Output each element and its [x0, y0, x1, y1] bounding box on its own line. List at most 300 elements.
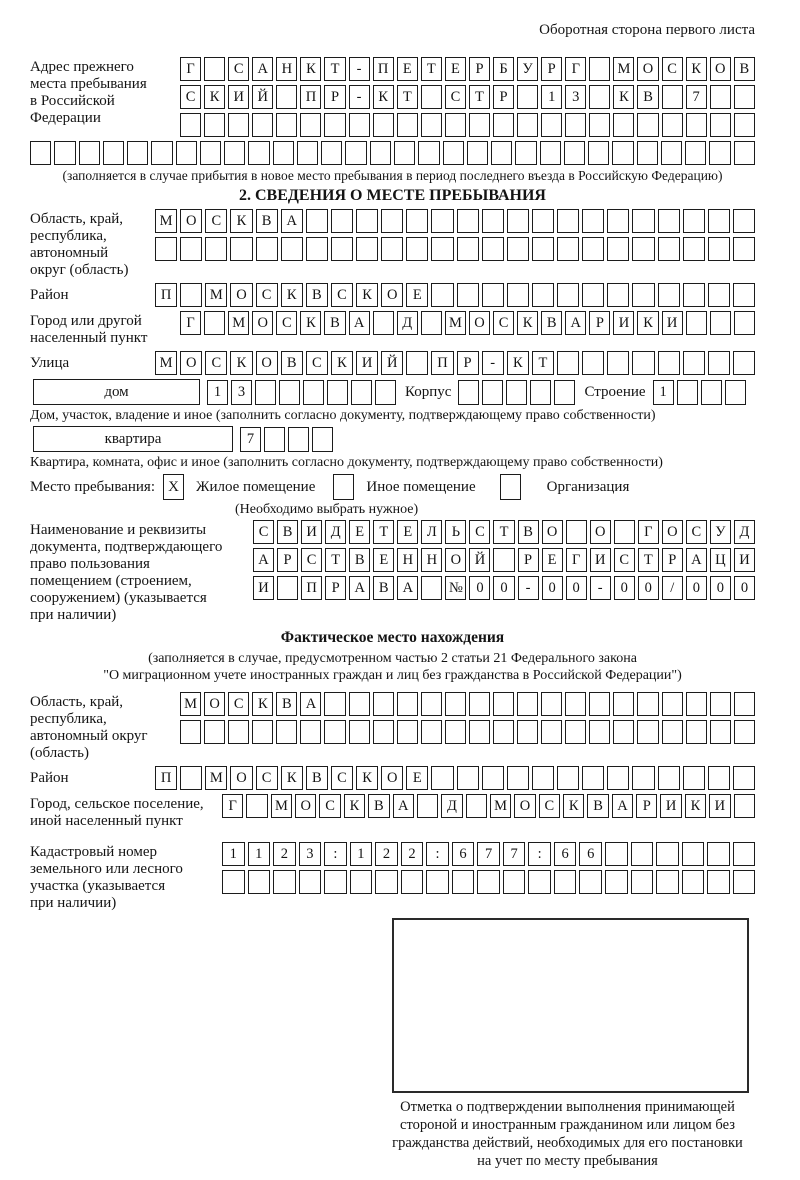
- char-cell[interactable]: 0: [686, 576, 707, 600]
- char-cell[interactable]: С: [493, 311, 514, 335]
- char-cell[interactable]: Е: [397, 57, 418, 81]
- char-cell[interactable]: О: [180, 209, 202, 233]
- char-cell[interactable]: Т: [493, 520, 514, 544]
- char-cell[interactable]: [279, 380, 300, 405]
- char-cell[interactable]: 1: [248, 842, 271, 866]
- char-cell[interactable]: С: [180, 85, 201, 109]
- char-cell[interactable]: С: [331, 283, 353, 307]
- char-cell[interactable]: [356, 237, 378, 261]
- char-cell[interactable]: [54, 141, 75, 165]
- char-cell[interactable]: [565, 692, 586, 716]
- char-cell[interactable]: [540, 141, 561, 165]
- char-cell[interactable]: [277, 576, 298, 600]
- char-cell[interactable]: [288, 427, 309, 452]
- char-cell[interactable]: К: [356, 766, 378, 790]
- char-cell[interactable]: [632, 351, 654, 375]
- char-cell[interactable]: Р: [325, 576, 346, 600]
- char-cell[interactable]: А: [565, 311, 586, 335]
- char-cell[interactable]: Г: [638, 520, 659, 544]
- char-cell[interactable]: [373, 113, 394, 137]
- char-cell[interactable]: С: [205, 209, 227, 233]
- char-cell[interactable]: [180, 237, 202, 261]
- char-cell[interactable]: М: [271, 794, 292, 818]
- char-cell[interactable]: [733, 870, 756, 894]
- char-cell[interactable]: Г: [180, 311, 201, 335]
- char-cell[interactable]: [204, 57, 225, 81]
- char-cell[interactable]: [682, 870, 705, 894]
- char-cell[interactable]: [631, 842, 654, 866]
- char-cell[interactable]: [507, 283, 529, 307]
- char-cell[interactable]: [406, 351, 428, 375]
- char-cell[interactable]: [273, 141, 294, 165]
- char-cell[interactable]: М: [155, 209, 177, 233]
- char-cell[interactable]: [582, 209, 604, 233]
- char-cell[interactable]: [331, 209, 353, 233]
- char-cell[interactable]: [246, 794, 267, 818]
- char-cell[interactable]: [677, 380, 698, 405]
- char-cell[interactable]: -: [590, 576, 611, 600]
- char-cell[interactable]: [222, 870, 245, 894]
- char-cell[interactable]: В: [637, 85, 658, 109]
- char-cell[interactable]: [482, 237, 504, 261]
- char-cell[interactable]: И: [660, 794, 681, 818]
- char-cell[interactable]: В: [734, 57, 755, 81]
- char-cell[interactable]: [127, 141, 148, 165]
- char-cell[interactable]: [255, 380, 276, 405]
- char-cell[interactable]: 1: [541, 85, 562, 109]
- char-cell[interactable]: [613, 692, 634, 716]
- char-cell[interactable]: [588, 141, 609, 165]
- char-cell[interactable]: [276, 113, 297, 137]
- char-cell[interactable]: [733, 283, 755, 307]
- char-cell[interactable]: [375, 870, 398, 894]
- char-cell[interactable]: [734, 692, 755, 716]
- char-cell[interactable]: Г: [222, 794, 243, 818]
- char-cell[interactable]: [477, 870, 500, 894]
- char-cell[interactable]: [324, 113, 345, 137]
- char-cell[interactable]: [589, 720, 610, 744]
- char-cell[interactable]: К: [300, 57, 321, 81]
- char-cell[interactable]: 3: [231, 380, 252, 405]
- char-cell[interactable]: [180, 766, 202, 790]
- char-cell[interactable]: [637, 141, 658, 165]
- char-cell[interactable]: О: [252, 311, 273, 335]
- char-cell[interactable]: [331, 237, 353, 261]
- char-cell[interactable]: А: [612, 794, 633, 818]
- char-cell[interactable]: [406, 209, 428, 233]
- char-cell[interactable]: С: [256, 766, 278, 790]
- char-cell[interactable]: Д: [734, 520, 755, 544]
- char-cell[interactable]: П: [431, 351, 453, 375]
- char-cell[interactable]: -: [349, 85, 370, 109]
- char-cell[interactable]: [324, 692, 345, 716]
- char-cell[interactable]: С: [331, 766, 353, 790]
- char-cell[interactable]: [350, 870, 373, 894]
- char-cell[interactable]: [421, 85, 442, 109]
- char-cell[interactable]: [507, 766, 529, 790]
- char-cell[interactable]: [345, 141, 366, 165]
- char-cell[interactable]: А: [686, 548, 707, 572]
- char-cell[interactable]: [276, 85, 297, 109]
- char-cell[interactable]: [300, 720, 321, 744]
- char-cell[interactable]: [467, 141, 488, 165]
- char-cell[interactable]: Е: [406, 766, 428, 790]
- char-cell[interactable]: 0: [469, 576, 490, 600]
- char-cell[interactable]: [710, 720, 731, 744]
- char-cell[interactable]: №: [445, 576, 466, 600]
- char-cell[interactable]: Е: [373, 548, 394, 572]
- char-cell[interactable]: С: [445, 85, 466, 109]
- char-cell[interactable]: А: [281, 209, 303, 233]
- char-cell[interactable]: [324, 720, 345, 744]
- char-cell[interactable]: [682, 842, 705, 866]
- char-cell[interactable]: [248, 870, 271, 894]
- char-cell[interactable]: С: [301, 548, 322, 572]
- char-cell[interactable]: [517, 720, 538, 744]
- char-cell[interactable]: [557, 209, 579, 233]
- char-cell[interactable]: Т: [469, 85, 490, 109]
- char-cell[interactable]: [394, 141, 415, 165]
- char-cell[interactable]: [443, 141, 464, 165]
- char-cell[interactable]: [710, 311, 731, 335]
- char-cell[interactable]: [554, 380, 575, 405]
- char-cell[interactable]: [631, 870, 654, 894]
- char-cell[interactable]: О: [295, 794, 316, 818]
- char-cell[interactable]: 1: [207, 380, 228, 405]
- char-cell[interactable]: Ь: [445, 520, 466, 544]
- char-cell[interactable]: [457, 209, 479, 233]
- char-cell[interactable]: [734, 794, 755, 818]
- other-premises-checkbox[interactable]: [333, 474, 354, 500]
- char-cell[interactable]: С: [228, 692, 249, 716]
- char-cell[interactable]: [445, 113, 466, 137]
- char-cell[interactable]: С: [614, 548, 635, 572]
- char-cell[interactable]: [493, 548, 514, 572]
- char-cell[interactable]: [607, 209, 629, 233]
- char-cell[interactable]: Р: [589, 311, 610, 335]
- char-cell[interactable]: Н: [421, 548, 442, 572]
- char-cell[interactable]: К: [356, 283, 378, 307]
- char-cell[interactable]: [557, 766, 579, 790]
- char-cell[interactable]: [228, 113, 249, 137]
- char-cell[interactable]: [532, 283, 554, 307]
- char-cell[interactable]: [312, 427, 333, 452]
- char-cell[interactable]: [532, 766, 554, 790]
- char-cell[interactable]: [733, 237, 755, 261]
- char-cell[interactable]: [605, 842, 628, 866]
- char-cell[interactable]: [155, 237, 177, 261]
- char-cell[interactable]: [506, 380, 527, 405]
- char-cell[interactable]: 0: [734, 576, 755, 600]
- char-cell[interactable]: [180, 113, 201, 137]
- char-cell[interactable]: [589, 692, 610, 716]
- char-cell[interactable]: Л: [421, 520, 442, 544]
- char-cell[interactable]: [613, 113, 634, 137]
- char-cell[interactable]: С: [256, 283, 278, 307]
- char-cell[interactable]: [565, 720, 586, 744]
- residential-checkbox[interactable]: X: [163, 474, 184, 500]
- char-cell[interactable]: [637, 720, 658, 744]
- char-cell[interactable]: [452, 870, 475, 894]
- char-cell[interactable]: М: [228, 311, 249, 335]
- char-cell[interactable]: 6: [452, 842, 475, 866]
- char-cell[interactable]: М: [613, 57, 634, 81]
- char-cell[interactable]: С: [662, 57, 683, 81]
- char-cell[interactable]: Р: [469, 57, 490, 81]
- char-cell[interactable]: [306, 209, 328, 233]
- char-cell[interactable]: 0: [493, 576, 514, 600]
- char-cell[interactable]: [701, 380, 722, 405]
- char-cell[interactable]: [589, 57, 610, 81]
- char-cell[interactable]: В: [373, 576, 394, 600]
- char-cell[interactable]: [686, 113, 707, 137]
- char-cell[interactable]: [297, 141, 318, 165]
- char-cell[interactable]: В: [324, 311, 345, 335]
- char-cell[interactable]: О: [381, 766, 403, 790]
- char-cell[interactable]: [426, 870, 449, 894]
- char-cell[interactable]: Р: [457, 351, 479, 375]
- char-cell[interactable]: А: [253, 548, 274, 572]
- char-cell[interactable]: /: [662, 576, 683, 600]
- char-cell[interactable]: В: [277, 520, 298, 544]
- char-cell[interactable]: С: [319, 794, 340, 818]
- char-cell[interactable]: 3: [565, 85, 586, 109]
- char-cell[interactable]: [482, 380, 503, 405]
- char-cell[interactable]: И: [734, 548, 755, 572]
- char-cell[interactable]: [708, 766, 730, 790]
- char-cell[interactable]: Т: [532, 351, 554, 375]
- char-cell[interactable]: [180, 720, 201, 744]
- char-cell[interactable]: [710, 85, 731, 109]
- char-cell[interactable]: Е: [542, 548, 563, 572]
- char-cell[interactable]: [306, 237, 328, 261]
- char-cell[interactable]: П: [300, 85, 321, 109]
- char-cell[interactable]: К: [230, 209, 252, 233]
- char-cell[interactable]: 6: [554, 842, 577, 866]
- char-cell[interactable]: [349, 720, 370, 744]
- char-cell[interactable]: [466, 794, 487, 818]
- char-cell[interactable]: Т: [373, 520, 394, 544]
- char-cell[interactable]: 1: [222, 842, 245, 866]
- char-cell[interactable]: [273, 870, 296, 894]
- char-cell[interactable]: Д: [325, 520, 346, 544]
- char-cell[interactable]: А: [349, 576, 370, 600]
- char-cell[interactable]: [491, 141, 512, 165]
- char-cell[interactable]: [686, 720, 707, 744]
- char-cell[interactable]: К: [563, 794, 584, 818]
- char-cell[interactable]: В: [306, 766, 328, 790]
- char-cell[interactable]: [431, 209, 453, 233]
- char-cell[interactable]: [637, 692, 658, 716]
- char-cell[interactable]: [541, 720, 562, 744]
- char-cell[interactable]: П: [301, 576, 322, 600]
- char-cell[interactable]: И: [613, 311, 634, 335]
- char-cell[interactable]: [397, 720, 418, 744]
- char-cell[interactable]: К: [252, 692, 273, 716]
- char-cell[interactable]: А: [349, 311, 370, 335]
- char-cell[interactable]: К: [204, 85, 225, 109]
- char-cell[interactable]: У: [710, 520, 731, 544]
- char-cell[interactable]: [683, 351, 705, 375]
- char-cell[interactable]: [431, 237, 453, 261]
- char-cell[interactable]: [493, 720, 514, 744]
- char-cell[interactable]: Г: [566, 548, 587, 572]
- char-cell[interactable]: [373, 311, 394, 335]
- char-cell[interactable]: [707, 842, 730, 866]
- char-cell[interactable]: [662, 692, 683, 716]
- char-cell[interactable]: А: [300, 692, 321, 716]
- char-cell[interactable]: 0: [710, 576, 731, 600]
- char-cell[interactable]: И: [356, 351, 378, 375]
- char-cell[interactable]: А: [393, 794, 414, 818]
- char-cell[interactable]: К: [300, 311, 321, 335]
- char-cell[interactable]: Р: [662, 548, 683, 572]
- char-cell[interactable]: Е: [349, 520, 370, 544]
- char-cell[interactable]: 7: [240, 427, 261, 452]
- char-cell[interactable]: [734, 113, 755, 137]
- char-cell[interactable]: [421, 113, 442, 137]
- char-cell[interactable]: [204, 113, 225, 137]
- char-cell[interactable]: [503, 870, 526, 894]
- char-cell[interactable]: В: [281, 351, 303, 375]
- char-cell[interactable]: В: [518, 520, 539, 544]
- char-cell[interactable]: О: [514, 794, 535, 818]
- char-cell[interactable]: [541, 692, 562, 716]
- char-cell[interactable]: С: [253, 520, 274, 544]
- char-cell[interactable]: [373, 692, 394, 716]
- char-cell[interactable]: О: [710, 57, 731, 81]
- char-cell[interactable]: [656, 870, 679, 894]
- char-cell[interactable]: [725, 380, 746, 405]
- char-cell[interactable]: [418, 141, 439, 165]
- char-cell[interactable]: С: [469, 520, 490, 544]
- char-cell[interactable]: [373, 720, 394, 744]
- char-cell[interactable]: [662, 113, 683, 137]
- char-cell[interactable]: [564, 141, 585, 165]
- char-cell[interactable]: [708, 209, 730, 233]
- char-cell[interactable]: [733, 766, 755, 790]
- char-cell[interactable]: К: [507, 351, 529, 375]
- char-cell[interactable]: А: [252, 57, 273, 81]
- char-cell[interactable]: В: [587, 794, 608, 818]
- char-cell[interactable]: [589, 85, 610, 109]
- char-cell[interactable]: П: [155, 283, 177, 307]
- char-cell[interactable]: Й: [381, 351, 403, 375]
- char-cell[interactable]: Т: [638, 548, 659, 572]
- char-cell[interactable]: [579, 870, 602, 894]
- char-cell[interactable]: [658, 766, 680, 790]
- char-cell[interactable]: 7: [477, 842, 500, 866]
- char-cell[interactable]: Б: [493, 57, 514, 81]
- char-cell[interactable]: [632, 209, 654, 233]
- char-cell[interactable]: [734, 720, 755, 744]
- char-cell[interactable]: О: [590, 520, 611, 544]
- char-cell[interactable]: [614, 520, 635, 544]
- char-cell[interactable]: [507, 237, 529, 261]
- char-cell[interactable]: С: [276, 311, 297, 335]
- char-cell[interactable]: [264, 427, 285, 452]
- char-cell[interactable]: [515, 141, 536, 165]
- char-cell[interactable]: О: [381, 283, 403, 307]
- char-cell[interactable]: [200, 141, 221, 165]
- char-cell[interactable]: [557, 237, 579, 261]
- char-cell[interactable]: С: [539, 794, 560, 818]
- char-cell[interactable]: [151, 141, 172, 165]
- char-cell[interactable]: [683, 237, 705, 261]
- char-cell[interactable]: 7: [503, 842, 526, 866]
- char-cell[interactable]: И: [709, 794, 730, 818]
- char-cell[interactable]: [613, 720, 634, 744]
- char-cell[interactable]: Р: [324, 85, 345, 109]
- char-cell[interactable]: Ц: [710, 548, 731, 572]
- char-cell[interactable]: П: [373, 57, 394, 81]
- char-cell[interactable]: Г: [180, 57, 201, 81]
- char-cell[interactable]: В: [368, 794, 389, 818]
- char-cell[interactable]: [349, 113, 370, 137]
- char-cell[interactable]: В: [256, 209, 278, 233]
- char-cell[interactable]: [565, 113, 586, 137]
- char-cell[interactable]: [79, 141, 100, 165]
- char-cell[interactable]: [658, 237, 680, 261]
- char-cell[interactable]: И: [228, 85, 249, 109]
- char-cell[interactable]: [381, 209, 403, 233]
- char-cell[interactable]: [469, 720, 490, 744]
- char-cell[interactable]: [683, 283, 705, 307]
- char-cell[interactable]: [351, 380, 372, 405]
- char-cell[interactable]: К: [281, 766, 303, 790]
- char-cell[interactable]: [733, 351, 755, 375]
- char-cell[interactable]: [582, 283, 604, 307]
- char-cell[interactable]: [605, 870, 628, 894]
- char-cell[interactable]: [632, 237, 654, 261]
- char-cell[interactable]: [683, 209, 705, 233]
- char-cell[interactable]: [421, 311, 442, 335]
- char-cell[interactable]: :: [426, 842, 449, 866]
- char-cell[interactable]: Т: [325, 548, 346, 572]
- char-cell[interactable]: [708, 283, 730, 307]
- char-cell[interactable]: [421, 720, 442, 744]
- char-cell[interactable]: О: [662, 520, 683, 544]
- char-cell[interactable]: [458, 380, 479, 405]
- char-cell[interactable]: [230, 237, 252, 261]
- char-cell[interactable]: О: [445, 548, 466, 572]
- char-cell[interactable]: [582, 237, 604, 261]
- char-cell[interactable]: [734, 311, 755, 335]
- char-cell[interactable]: [375, 380, 396, 405]
- char-cell[interactable]: [431, 766, 453, 790]
- char-cell[interactable]: Н: [397, 548, 418, 572]
- char-cell[interactable]: Т: [324, 57, 345, 81]
- char-cell[interactable]: [445, 720, 466, 744]
- char-cell[interactable]: Е: [406, 283, 428, 307]
- char-cell[interactable]: [204, 720, 225, 744]
- char-cell[interactable]: [686, 692, 707, 716]
- char-cell[interactable]: [733, 209, 755, 233]
- char-cell[interactable]: [256, 237, 278, 261]
- char-cell[interactable]: К: [685, 794, 706, 818]
- char-cell[interactable]: 3: [299, 842, 322, 866]
- char-cell[interactable]: [469, 692, 490, 716]
- char-cell[interactable]: [381, 237, 403, 261]
- char-cell[interactable]: [421, 576, 442, 600]
- char-cell[interactable]: -: [482, 351, 504, 375]
- char-cell[interactable]: М: [155, 351, 177, 375]
- char-cell[interactable]: К: [637, 311, 658, 335]
- char-cell[interactable]: [632, 766, 654, 790]
- char-cell[interactable]: [324, 870, 347, 894]
- char-cell[interactable]: [582, 351, 604, 375]
- organization-checkbox[interactable]: [500, 474, 521, 500]
